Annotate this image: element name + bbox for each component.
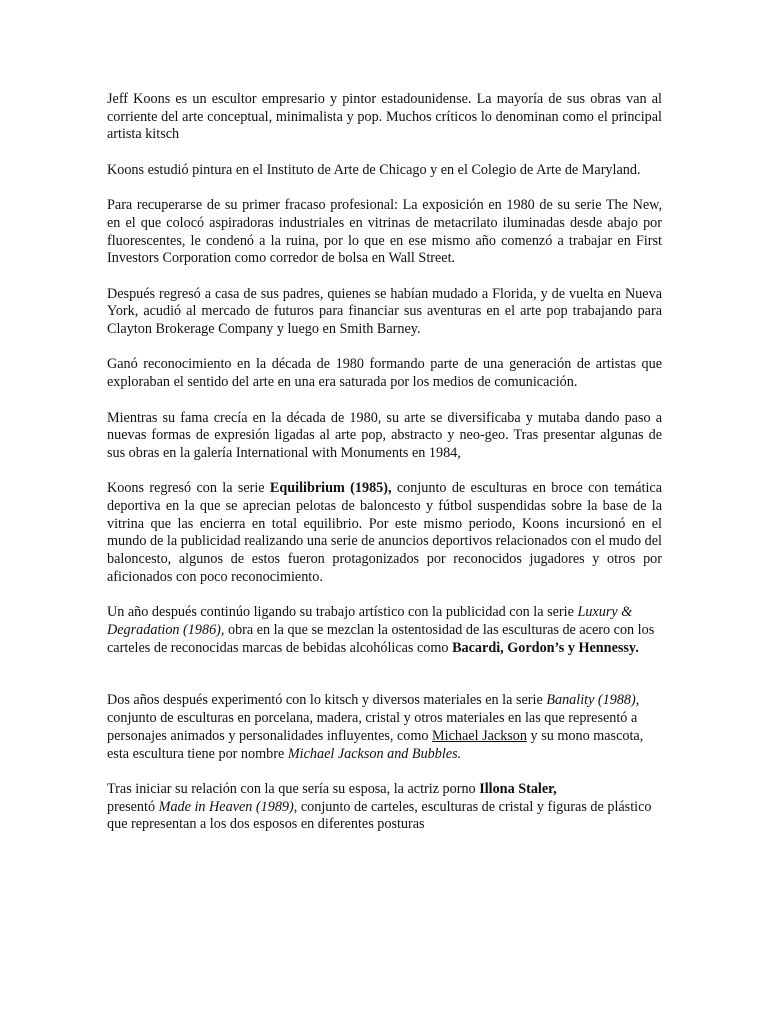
paragraph-first-failure: Para recuperarse de su primer fracaso profesional: La exposición en 1980 de su serie The New, en el que colocó aspiradoras industriales en vitrinas de metacrilato iluminadas desde abajo por fluorescentes, le condenó a la ruina, por lo que en ese mismo año comenzó a trabajar en First Investors Corporation como corredor de bolsa en Wall Street.	[107, 197, 662, 267]
paragraph-banality	[107, 692, 662, 763]
michael-jackson-link[interactable]: Michael Jackson	[432, 727, 527, 744]
document-page	[107, 91, 662, 852]
equilibrium-series-title: Equilibrium (1985),	[269, 480, 392, 497]
heaven-series-title: Made in Heaven (1989)	[158, 798, 294, 815]
banality-text-start: Dos años después experimentó con lo kitsch y diversos materiales en la serie	[107, 692, 547, 709]
banality-text-after-link: y su mono mascota, esta escultura tiene por nombre	[107, 727, 644, 762]
paragraph-intro: Jeff Koons es un escultor empresario y pintor estadounidense. La mayoría de sus obras van al corriente del arte conceptual, minimalista y pop. Muchos críticos lo denominan como el principal artista kitsch	[107, 91, 662, 143]
liquor-brands: Bacardi, Gordon’s y Hennessy.	[452, 639, 639, 656]
banality-series-title: Banality (1988),	[546, 692, 640, 709]
spouse-name: Illona Staler,	[479, 780, 557, 797]
equilibrium-text-start: Koons regresó con la serie	[107, 480, 270, 497]
sculpture-title: Michael Jackson and Bubbles.	[287, 745, 462, 762]
paragraph-luxury-degradation	[107, 604, 662, 657]
paragraph-wall-street: Después regresó a casa de sus padres, quienes se habían mudado a Florida, y de vuelta en Nueva York, acudió al mercado de futuros para financiar sus aventuras en el arte pop trabajando para Clayton Brokerage Company y luego en Smith Barney.	[107, 285, 662, 338]
paragraph-made-in-heaven	[107, 781, 662, 834]
heaven-text-presented: presentó	[107, 798, 159, 815]
luxury-series-title: Luxury & Degradation (1986),	[107, 604, 633, 638]
heaven-text-start: Tras iniciar su relación con la que sería su esposa, la actriz porno	[107, 780, 480, 797]
luxury-text-start: Un año después continúo ligando su trabajo artístico con la publicidad con la serie	[107, 604, 578, 621]
paragraph-education: Koons estudió pintura en el Instituto de Arte de Chicago y en el Colegio de Arte de Maryland.	[107, 161, 641, 178]
heaven-text-rest: , conjunto de carteles, esculturas de cristal y figuras de plástico que representan a los dos esposos en diferentes posturas	[107, 798, 652, 833]
banality-text-middle: conjunto de esculturas en porcelana, madera, cristal y otros materiales en las que representó a personajes animados y personalidades influyentes, como	[107, 710, 638, 744]
paragraph-recognition: Ganó reconocimiento en la década de 1980 formando parte de una generación de artistas que exploraban el sentido del arte en una era saturada por los medios de comunicación.	[107, 356, 662, 391]
paragraph-diversification: Mientras su fama crecía en la década de 1980, su arte se diversificaba y mutaba dando paso a nuevas formas de expresión ligadas al arte pop, abstracto y neo-geo. Tras presentar algunas de sus obras en la galería International with Monuments en 1984,	[107, 409, 662, 461]
luxury-text-middle: obra en la que se mezclan la ostentosidad de las esculturas de acero con los carteles de reconocidas marcas de bebidas alcohólicas como	[107, 621, 655, 656]
equilibrium-text-rest: conjunto de esculturas en broce con temática deportiva en la que se aprecian pelotas de baloncesto y fútbol suspendidas sobre la base de la vitrina que las encierra en total equilibrio. Por este mismo periodo, Koons incursionó en el mundo de la publicidad realizando una serie de anuncios deportivos relacionados con el mudo del baloncesto, algunos de estos fueron protagonizados por reconocidos jugadores y otros por aficionados con poco reconocimiento.	[107, 480, 662, 585]
paragraph-equilibrium	[107, 480, 662, 586]
